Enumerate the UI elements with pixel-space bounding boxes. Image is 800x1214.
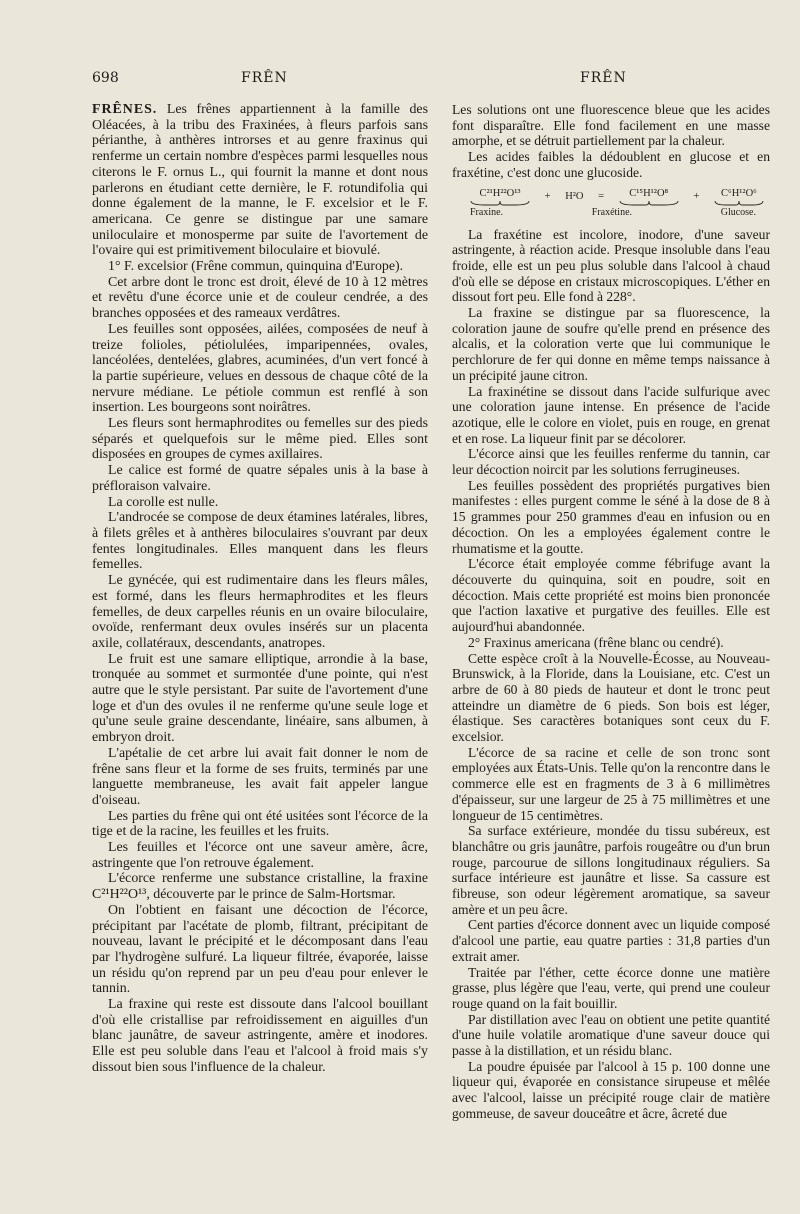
equation-terms bbox=[452, 187, 770, 206]
right-column bbox=[452, 102, 770, 1122]
paragraph: La corolle est nulle. bbox=[108, 494, 219, 510]
paragraph: Le calice est formé de quatre sépales unis à la base à préfloraison valvaire. bbox=[92, 463, 428, 494]
paragraph: 1° F. excelsior (Frêne commun, quinquina d'Europe). bbox=[108, 259, 404, 275]
equation-names bbox=[452, 206, 770, 219]
paragraph: 2° Fraxinus americana (frêne blanc ou cendré). bbox=[468, 634, 724, 650]
entry-headword: FRÊNES. bbox=[92, 102, 158, 117]
formula-text: C¹⁵H¹²O⁸ bbox=[629, 187, 669, 199]
paragraph: L'apétalie de cet arbre lui avait fait donner le nom de frêne sans fleur et la forme de ses fruits, terminés par une languette membraneuse, les avait fait appeler langue d'oiseau. bbox=[92, 745, 428, 808]
paragraph: La poudre épuisée par l'alcool à 15 p. 100 donne une liqueur qui, évaporée en consistance sirupeuse et mêlée avec l'alcool, laisse un précipité rouge clair de matière gommeuse, de saveur douceâtre et âcre, âcreté due bbox=[452, 1058, 770, 1121]
paragraph: L'écorce ainsi que les feuilles renferme du tannin, car leur décoction noircit par les solutions ferrugineuses. bbox=[452, 446, 770, 478]
paragraph: Les feuilles possèdent des propriétés purgatives bien manifestes : elles purgent comme le séné à la dose de 8 à 15 grammes pour 250 grammes d'eau en infusion ou en décoction. On les a employées également contre le rhumatisme et la goutte. bbox=[452, 477, 770, 556]
paragraph: L'androcée se compose de deux étamines latérales, libres, à filets grêles et à anthères biloculaires s'ouvrant par deux fentes longitudinales. Elles manquent dans les fleurs femelles. bbox=[92, 510, 428, 573]
paragraph: Cent parties d'écorce donnent avec un liquide composé d'alcool une partie, eau quatre parties : 31,8 parties d'un extrait amer. bbox=[452, 917, 770, 964]
paragraph: La fraxine qui reste est dissoute dans l'alcool bouillant d'où elle cristallise par refroidissement en aiguilles d'un blanc jaunâtre, de saveur astringente, amère et inodores. Elle est peu soluble dans l'eau et l'alcool à froid mais s'y dissout bien sous l'influence de la chaleur. bbox=[92, 997, 428, 1075]
page-number: 698 bbox=[92, 70, 119, 86]
paragraph: Les solutions ont une fluorescence bleue que les acides font disparaître. Elle fond facilement en une masse amorphe, et se détruit partiellement par la chaleur. bbox=[452, 102, 770, 149]
equals-sign: = bbox=[598, 190, 605, 202]
paragraph: Cette espèce croît à la Nouvelle-Écosse, au Nouveau-Brunswick, à la Floride, dans la Louisiane, etc. C'est un arbre de 60 à 80 pieds de hauteur et dont le tronc peut atteindre un diamètre de 6 pieds. Son bois est léger, élastique. Ses caractères botaniques sont ceux du F. excelsior. bbox=[452, 650, 770, 745]
page-header bbox=[0, 70, 800, 94]
paragraph: Le gynécée, qui est rudimentaire dans les fleurs mâles, est formé, dans les fleurs hermaphrodites et les fleurs femelles, de deux carpelles réunis en un ovaire biloculaire, ovoïde, renfermant deux ovules insérés sur un placenta axile, collatéraux, descendants, anatropes. bbox=[92, 573, 428, 651]
plus-sign: + bbox=[544, 190, 551, 202]
equation-term-fraxine bbox=[470, 187, 530, 206]
paragraph: On l'obtient en faisant une décoction de l'écorce, précipitant par l'acétate de plomb, filtrant, précipitant de nouveau, lavant le précipité et le décomposant dans l'eau par l'hydrogène sulfuré. La liqueur filtrée, évaporée, laisse un résidu qu'on reprend par un peu d'eau pour enlever le tannin. bbox=[92, 902, 428, 997]
paragraph: L'écorce était employée comme fébrifuge avant la découverte du quinquina, soit en poudre, soit en décoction. Mais cette propriété est moins bien prononcée que l'action laxative et purgative des feuilles. Elle est aujourd'hui abandonnée. bbox=[452, 556, 770, 635]
entry-text: Les frênes appartiennent à la famille des Oléacées, à la tribu des Fraxinées, à fleurs parfois sans périanthe, à anthères introrses et au genre fraxinus qui renferme un certain nombre d'espèces parmi lesquelles nous citerons le F. ornus L., qui fournit la manne et dont nous parlerons en étudiant cette dernière, le F. rotundifolia qui donne également de la manne, le F. excelsior et le F. americana. Ce genre se distingue par une samare uniloculaire et monosperme par suite de l'avortement de l'ovaire qui est primitivement biloculaire et biovulé. bbox=[92, 102, 428, 259]
paragraph: Sa surface extérieure, mondée du tissu subéreux, est blanchâtre ou gris jaunâtre, parfois rougeâtre ou d'un brun rouge, parcourue de sillons longitudinaux réguliers. Sa surface intérieure est jaunâtre et lisse. Sa cassure est fibreuse, son odeur légèrement aromatique, sa saveur amère et un peu âcre. bbox=[452, 823, 770, 917]
name-fraxetine: Fraxétine. bbox=[591, 206, 633, 218]
paragraph: La fraxinétine se dissout dans l'acide sulfurique avec une coloration jaune intense. En présence de l'acide azotique, elle le colore en violet, puis en rouge, en grenat et en rose. La liqueur finit par se décolorer. bbox=[452, 383, 770, 446]
running-head-right: FRÊN bbox=[580, 70, 627, 86]
paragraph: Les parties du frêne qui ont été usitées sont l'écorce de la tige et de la racine, les feuilles et les fruits. bbox=[92, 808, 428, 840]
plus-sign: + bbox=[693, 190, 700, 202]
paragraph: Les feuilles et l'écorce ont une saveur amère, âcre, astringente que l'on retrouve également. bbox=[92, 840, 428, 871]
left-column bbox=[92, 102, 428, 1076]
paragraph: Les fleurs sont hermaphrodites ou femelles sur des pieds séparés et quelquefois sur le même pied. Elles sont disposées en groupes de cymes axillaires. bbox=[92, 416, 428, 463]
paragraph: La fraxine se distingue par sa fluorescence, la coloration jaune de soufre qu'elle prend en présence des alcalis, et la coloration verte que lui communique le perchlorure de fer qui donne en même temps naissance à un précipité jaune citron. bbox=[452, 305, 770, 383]
paragraph: L'écorce de sa racine et celle de son tronc sont employées aux États-Unis. Telle qu'on la rencontre dans le commerce elle est en fragments de 3 à 6 millimètres d'épaisseur, sur une largeur de 25 à 75 millimètres et une longueur de 15 centimètres. bbox=[452, 744, 770, 823]
paragraph: Par distillation avec l'eau on obtient une petite quantité d'une huile volatile aromatique d'une saveur douce qui passe à la distillation, et un résidu blanc. bbox=[452, 1011, 770, 1059]
paragraph: Les acides faibles la dédoublent en glucose et en fraxétine, c'est donc une glucoside. bbox=[452, 149, 770, 180]
chemical-equation bbox=[452, 187, 770, 219]
equation-term-water: H²O bbox=[565, 190, 584, 202]
name-glucose: Glucose. bbox=[720, 206, 756, 218]
entry-paragraph bbox=[92, 102, 428, 259]
formula-text: C²¹H²²O¹³ bbox=[479, 187, 521, 199]
name-fraxine: Fraxine. bbox=[470, 206, 504, 218]
equation-term-fraxetine bbox=[619, 187, 679, 206]
paragraph: Traitée par l'éther, cette écorce donne une matière grasse, plus légère que l'eau, verte, qui prend une couleur rouge quand on la fait bouillir. bbox=[452, 964, 770, 1011]
paragraph: Les feuilles sont opposées, ailées, composées de neuf à treize folioles, pétiolulées, imparipennées, ovales, lancéolées, dentelées, glabres, acuminées, d'un vert foncé à la partie supérieure, velues en dessous de chaque côté de la nervure médiane. Le pétiole commun est renflé à son insertion. Les bourgeons sont noirâtres. bbox=[92, 321, 428, 416]
formula-text: C⁶H¹²O⁶ bbox=[721, 187, 757, 199]
running-head-left: FRÊN bbox=[241, 70, 288, 86]
paragraph: Cet arbre dont le tronc est droit, élevé de 10 à 12 mètres et revêtu d'une écorce unie et de couleur cendrée, a des branches opposées et des rameaux verdâtres. bbox=[92, 274, 428, 322]
paragraph: Le fruit est une samare elliptique, arrondie à la base, tronquée au sommet et surmontée d'une pointe, qui n'est autre que le style persistant. Par suite de l'avortement d'une loge et d'un des ovules il ne renferme qu'une seule loge et qu'une seule graine descendante, linéaire, sans albumen, à embryon droit. bbox=[92, 651, 428, 746]
paragraph: La fraxétine est incolore, inodore, d'une saveur astringente, à réaction acide. Presque insoluble dans l'eau froide, elle est un peu plus soluble dans l'alcool à chaud d'où elle se dépose en cristaux microscopiques. L'éther en dissout fort peu. Elle fond à 228°. bbox=[452, 226, 770, 305]
equation-term-glucose bbox=[714, 187, 764, 206]
paragraph: L'écorce renferme une substance cristalline, la fraxine C²¹H²²O¹³, découverte par le prince de Salm-Hortsmar. bbox=[92, 871, 428, 903]
